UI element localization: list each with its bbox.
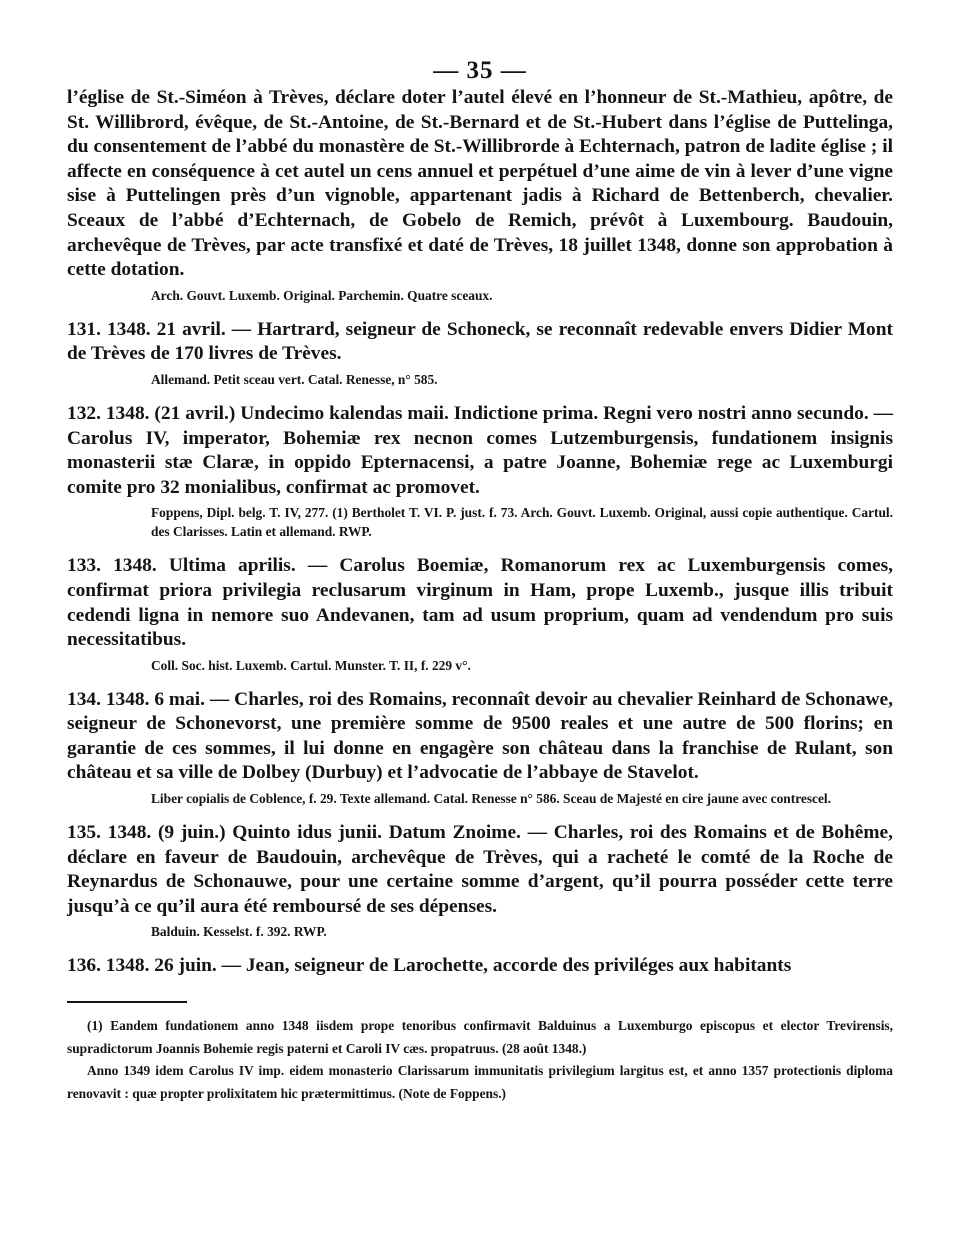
entry-body: — Charles, roi des Romains, reconnaît devoir au chevalier Reinhard de Schonawe, seigneur de Schonevorst, une première somme de 9500 reales et une autre de 500 florins; en garantie de ces sommes, il lui donne en engagère son château dans la franchise de Rulant, son château et sa ville de Dolbey (Durbuy) et l’advocatie de l’abbaye de Stavelot. — [67, 688, 893, 784]
entry-source: Liber copialis de Coblence, f. 29. Texte allemand. Catal. Renesse n° 586. Sceau de Majesté en cire jaune avec contrescel. — [151, 791, 832, 807]
entry-body: — Carolus IV, imperator, Bohemiæ rex necnon comes Lutzemburgensis, fundationem insignis monasterii stæ Claræ, in oppido Epternacensi, a patre Joanne, Bohemiæ rege ac Luxemburgi comite pro 32 monialibus, confirmat ac promovet. — [67, 402, 893, 498]
intro-text: l’église de St.-Siméon à Trèves, déclare doter l’autel élevé en l’honneur de St.-Mathieu, apôtre, de St. Willibrord, évêque, de St.-Antoine, de St.-Bernard et de St.-Hubert dans l’église de Puttelinga, du consentement de l’abbé du monastère de St.-Willibrorde à Echternach, patron de ladite église ; il affecte en conséquence à cet autel un cens annuel et perpétuel d’une aime de vin à lever d’une vigne sise à Puttelingen près d’un vignoble, appartenant jadis à Richard de Bettenberch, chevalier. Sceaux de l’abbé d’Echternach, de Gobelo de Remich, prévôt à Luxembourg. Baudouin, archevêque de Trèves, par acte transfixé et daté de Trèves, 18 juillet 1348, donne son approbation à cette dotation. — [67, 87, 893, 281]
entry-text — [67, 402, 893, 500]
entry-text — [67, 554, 893, 652]
intro-source: Arch. Gouvt. Luxemb. Original. Parchemin. Quatre sceaux. — [151, 287, 493, 303]
entry-134 — [67, 688, 893, 808]
document-page — [67, 56, 893, 1105]
entry-head: 134. 1348. 6 mai. — [67, 688, 206, 710]
entry-132 — [67, 402, 893, 541]
footnote-1: (1) Eandem fundationem anno 1348 iisdem prope tenoribus confirmavit Balduinus a Luxemburgo episcopus et elector Trevirensis, supradictorum Joannis Bohemie regis paterni et Caroli IV cæs. propatruus. (28 août 1348.) — [67, 1018, 893, 1056]
entry-text — [67, 821, 893, 919]
entry-latin-date: Quinto idus junii. Datum Znoime. — [225, 822, 521, 844]
entry-text — [67, 318, 893, 367]
footnote-divider — [67, 1001, 187, 1003]
entry-136 — [67, 954, 893, 979]
entry-head: 133. 1348. — [67, 555, 157, 577]
entry-text — [67, 954, 893, 979]
entry-135 — [67, 821, 893, 941]
entry-body: — Charles, roi des Romains et de Bohême, déclare en faveur de Baudouin, archevêque de Trèves, qui a racheté le comté de la Roche de Reynardus de Schonauwe, pour une certaine somme d’argent, qu’il pourra posséder cette terre jusqu’à ce qu’il aura été remboursé de ses dépenses. — [67, 822, 894, 917]
entry-head: 131. 1348. 21 avril. — [67, 318, 226, 340]
intro-entry — [67, 86, 893, 305]
entry-latin-date: Undecimo kalendas maii. Indictione prima. Regni vero nostri anno secundo. — [235, 402, 869, 424]
entry-text — [67, 688, 893, 786]
entry-source: Balduin. Kesselst. f. 392. RWP. — [151, 924, 327, 940]
entry-source: Coll. Soc. hist. Luxemb. Cartul. Munster. T. II, f. 229 v°. — [151, 657, 471, 673]
entry-133 — [67, 554, 893, 674]
entry-131 — [67, 318, 893, 389]
entry-body: — Hartrard, seigneur de Schoneck, se reconnaît redevable envers Didier Mont de Trèves de 170 livres de Trèves. — [67, 318, 893, 365]
footnote-2: Anno 1349 idem Carolus IV imp. eidem monasterio Clarissarum immunitatis privilegium largitus est, et anno 1357 protectionis diploma renovavit : quæ propter prolixitatem hic prætermittimus. (Note de Foppens.) — [67, 1063, 893, 1101]
page-number: — 35 — — [433, 57, 527, 84]
entry-source: Foppens, Dipl. belg. T. IV, 277. (1) Bertholet T. VI. P. just. f. 73. Arch. Gouvt. Luxemb. Original, aussi copie authentique. Cartul. des Clarisses. Latin et allemand. RWP. — [151, 505, 893, 540]
entry-latin-date: Ultima aprilis. — [156, 555, 296, 577]
entry-body: — Jean, seigneur de Larochette, accorde des priviléges aux habitants — [216, 955, 792, 977]
entry-body: — Carolus Boemiæ, Romanorum rex ac Luxemburgensis comes, confirmat priora privilegia reclusarum virginum in Ham, prope Luxemb., jusque illis tribuit cedendi ligna in nemore suo Andevanen, tam ad usum proprium, quam ad vendendum pro suis necessitatibus. — [67, 555, 893, 651]
entry-head: 136. 1348. 26 juin. — [67, 955, 217, 977]
entry-head: 132. 1348. (21 avril.) — [67, 402, 236, 424]
entry-head: 135. 1348. (9 juin.) — [67, 822, 226, 844]
entry-source: Allemand. Petit sceau vert. Catal. Renesse, n° 585. — [151, 371, 438, 387]
